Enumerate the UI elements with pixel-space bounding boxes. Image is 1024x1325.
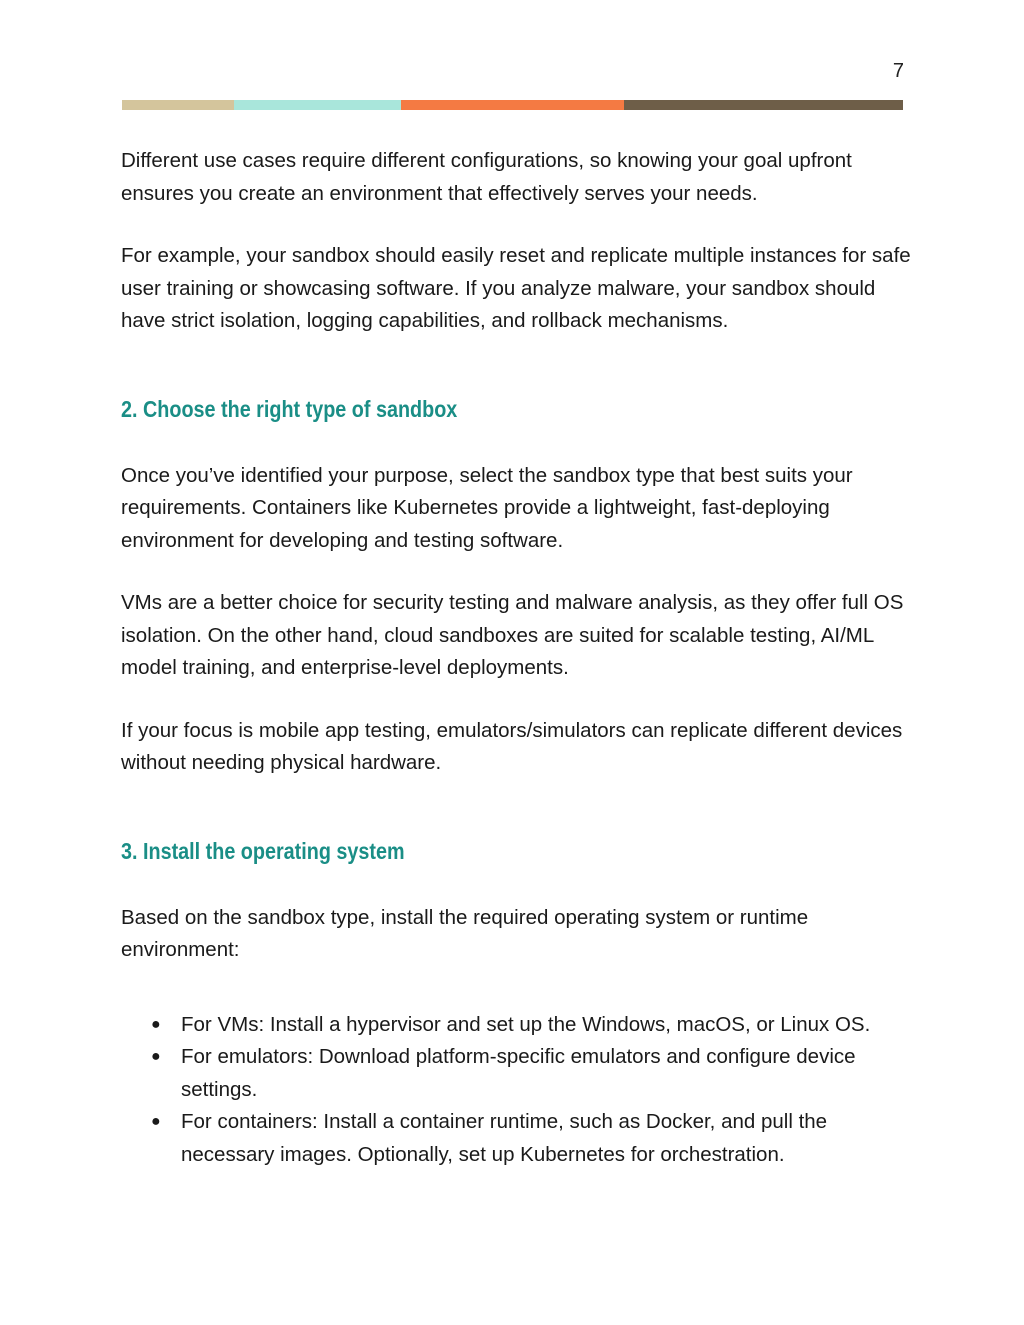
- intro-paragraph-1: Different use cases require different configurations, so knowing your goal upfront ensures you create an environment that effectively serves your needs.: [121, 149, 852, 205]
- bullet-icon: ●: [151, 1048, 161, 1065]
- bullet-icon: ●: [151, 1015, 161, 1033]
- color-bar-segment-brown: [624, 100, 903, 110]
- bullet-icon: ●: [151, 1113, 161, 1130]
- color-bar-segment-beige: [122, 100, 234, 110]
- color-bar-segment-mint: [234, 100, 401, 110]
- section-heading-choose-sandbox: 2. Choose the right type of sandbox: [121, 395, 458, 422]
- section-2-paragraph-1: Once you’ve identified your purpose, select the sandbox type that best suits your requirements. Containers like Kubernetes provide a lightweight, fast-deploying environment for developing and testing software.: [121, 463, 853, 552]
- list-item: [121, 1009, 901, 1042]
- section-2-paragraph-2: VMs are a better choice for security testing and malware analysis, as they offer full OS isolation. On the other hand, cloud sandboxes are suited for scalable testing, AI/ML model training, and enterprise-level deployments.: [121, 591, 904, 679]
- list-item-text: For VMs: Install a hypervisor and set up the Windows, macOS, or Linux OS.: [181, 1012, 871, 1036]
- list-item: [121, 1041, 901, 1106]
- list-item-text: For emulators: Download platform-specific emulators and configure device settings.: [181, 1045, 856, 1101]
- list-item: [121, 1106, 901, 1171]
- document-body: [121, 145, 911, 1171]
- section-3-paragraph-1: Based on the sandbox type, install the required operating system or runtime environment:: [121, 905, 809, 961]
- page-number: 7: [892, 60, 904, 82]
- install-steps-list: [121, 1009, 911, 1172]
- list-item-text: For containers: Install a container runtime, such as Docker, and pull the necessary images. Optionally, set up Kubernetes for orchestration.: [181, 1110, 828, 1166]
- header-color-bar: [122, 100, 903, 110]
- section-2-paragraph-3: If your focus is mobile app testing, emulators/simulators can replicate different devices without needing physical hardware.: [121, 718, 903, 774]
- section-heading-install-os: 3. Install the operating system: [121, 837, 405, 864]
- color-bar-segment-orange: [401, 100, 624, 110]
- intro-paragraph-2: For example, your sandbox should easily reset and replicate multiple instances for safe user training or showcasing software. If you analyze malware, your sandbox should have strict isolation, logging capabilities, and rollback mechanisms.: [121, 244, 911, 332]
